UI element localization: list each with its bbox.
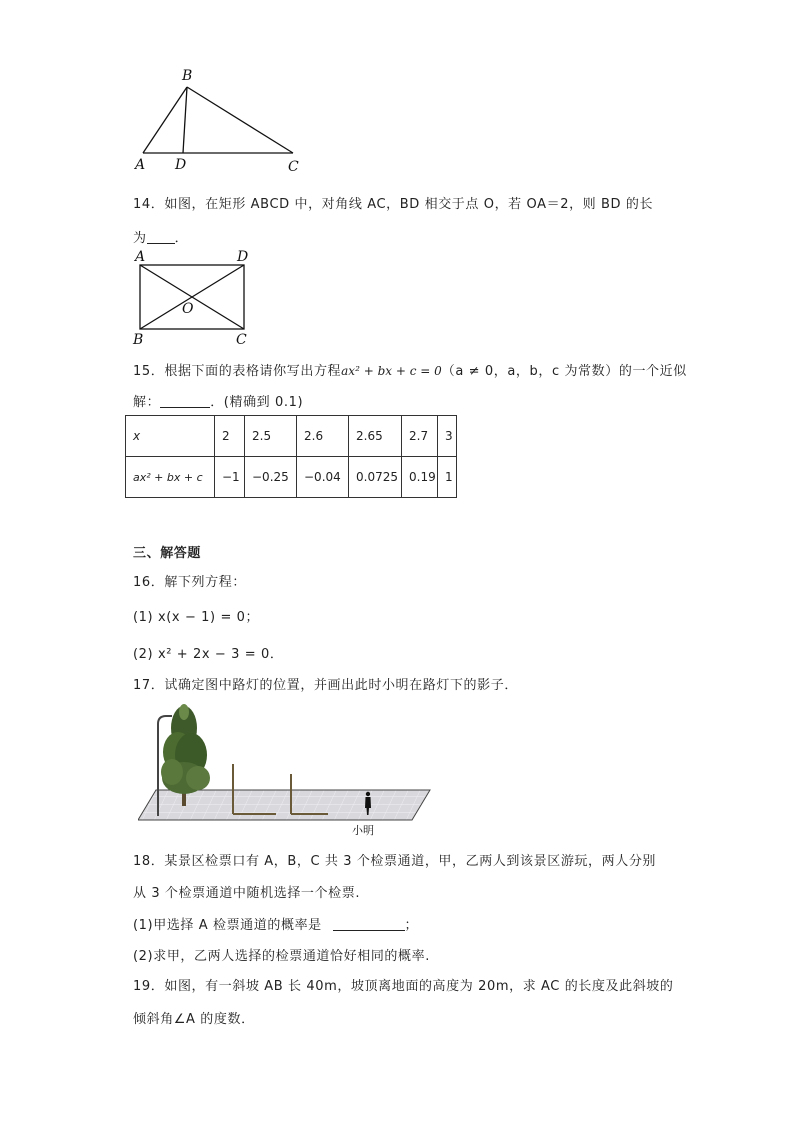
table-cell: 0.19	[402, 457, 438, 498]
ground-plane	[138, 790, 430, 820]
label-o: O	[182, 301, 194, 317]
rectangle-abcd-figure	[128, 246, 258, 348]
tree-icon	[161, 704, 210, 794]
label-a: A	[135, 157, 146, 173]
q18-line2: 从 3 个检票通道中随机选择一个检票.	[133, 886, 361, 901]
q18-part1	[133, 914, 418, 933]
table-cell: −1	[215, 457, 245, 498]
q15-answer-blank[interactable]	[160, 394, 210, 408]
q19-line2: 倾斜角∠A 的度数．	[133, 1012, 255, 1027]
streetlight-scene-figure	[138, 700, 434, 840]
triangle-abc-figure	[130, 64, 315, 180]
values-table	[125, 415, 457, 498]
q14-line1: 14．如图，在矩形 ABCD 中，对角线 AC，BD 相交于点 O，若 OA＝2，则 BD 的长	[133, 197, 654, 212]
q15-answer-prefix: 解：	[133, 395, 161, 410]
label-a: A	[135, 249, 146, 265]
person-label: 小明	[352, 824, 374, 837]
table-row	[126, 416, 457, 457]
table-cell: 3	[438, 416, 457, 457]
table-cell: 2	[215, 416, 245, 457]
section-title: 三、解答题	[133, 546, 202, 561]
q16-part1: (1) x(x − 1) = 0；	[133, 610, 260, 625]
q17-text: 17．试确定图中路灯的位置，并画出此时小明在路灯下的影子．	[133, 678, 518, 693]
q14-line2	[133, 227, 188, 246]
q19-line1: 19．如图，有一斜坡 AB 长 40m，坡顶离地面的高度为 20m，求 AC 的长度及此斜坡的	[133, 979, 674, 994]
segment-bc	[187, 87, 293, 153]
table-cell: 0.0725	[349, 457, 402, 498]
table-cell: 2.6	[297, 416, 349, 457]
label-d: D	[175, 157, 187, 173]
table-cell: 1	[438, 457, 457, 498]
label-c: C	[236, 332, 247, 348]
table-cell: ax² + bx + c	[126, 457, 215, 498]
table-cell: −0.04	[297, 457, 349, 498]
q14-prefix: 为	[133, 231, 147, 246]
q18-part1-suffix: ；	[404, 918, 419, 933]
label-b: B	[133, 332, 144, 348]
q15-condition: （a ≠ 0，a，b，c 为常数）的一个近似	[441, 364, 687, 379]
table-cell: 2.5	[245, 416, 297, 457]
segment-bd	[183, 87, 187, 153]
q18-part1-prefix: (1)甲选择 A 检票通道的概率是	[133, 918, 322, 933]
table-cell: 2.7	[402, 416, 438, 457]
q18-answer-blank[interactable]	[333, 917, 405, 931]
q15-equation: ax² + bx + c = 0	[341, 364, 442, 378]
q15-answer-suffix: ．(精确到 0.1)	[210, 395, 304, 410]
label-d: D	[237, 249, 249, 265]
q15-line2	[133, 391, 303, 410]
label-b: B	[182, 68, 193, 84]
q14-suffix: ．	[174, 231, 189, 246]
q16-part2: (2) x² + 2x − 3 = 0．	[133, 647, 284, 662]
segment-ab	[143, 87, 187, 153]
label-c: C	[288, 159, 299, 175]
q14-answer-blank[interactable]	[147, 230, 175, 244]
q18-line1: 18．某景区检票口有 A，B，C 共 3 个检票通道，甲，乙两人到该景区游玩，两人分别	[133, 854, 657, 869]
table-cell: x	[126, 416, 215, 457]
table-cell: 2.65	[349, 416, 402, 457]
table-row	[126, 457, 457, 498]
table-cell: −0.25	[245, 457, 297, 498]
q16-title: 16．解下列方程：	[133, 575, 246, 590]
q15-prefix: 15．根据下面的表格请你写出方程	[133, 364, 342, 379]
q18-part2: (2)求甲，乙两人选择的检票通道恰好相同的概率.	[133, 949, 430, 964]
q15-line1	[133, 360, 687, 379]
